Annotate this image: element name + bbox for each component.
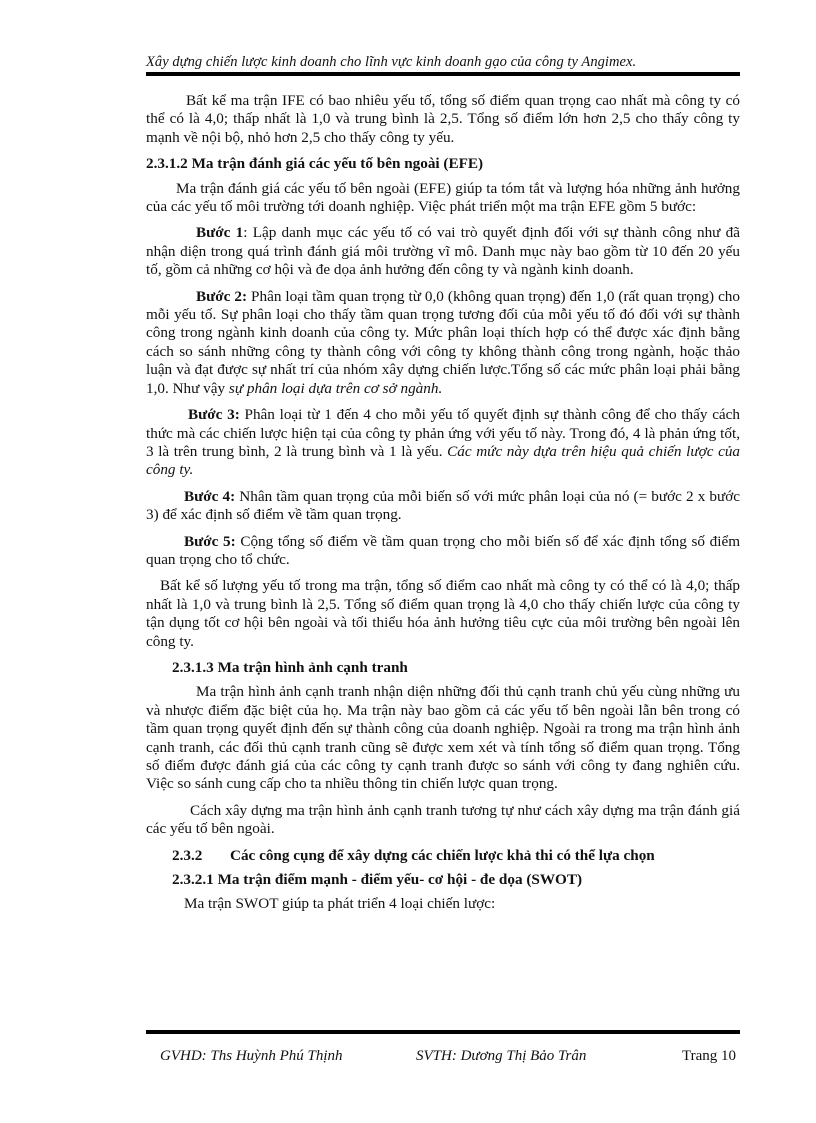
step-3-text: Phân loại từ 1 đến 4 cho mỗi yếu tố quyết định sự thành công để cho thấy cách thức mà các chiến lược hiện tại của công ty phản ứng với yếu tố này. Trong đó, 4 là phản ứng tốt, 3 là trên trung bình, 2 là trung bình và 1 là yếu.	[146, 406, 741, 460]
step-1-label: Bước 1	[196, 224, 244, 242]
paragraph-cpm-2: Cách xây dựng ma trận hình ảnh cạnh tranh tương tự như cách xây dựng ma trận đánh giá các yếu tố bên ngoài.	[146, 801, 740, 838]
paragraph-ife-summary: Bất kể ma trận IFE có bao nhiêu yếu tố, tổng số điểm quan trọng cao nhất mà công ty có thể có là 4,0; thấp nhất là 1,0 và trung bình là 2,5. Tổng số điểm lớn hơn 2,5 cho thấy công ty mạnh về nội bộ, nhỏ hơn 2,5 cho thấy công ty yếu.	[146, 92, 740, 146]
heading-232-text: Các công cụng để xây dựng các chiến lược khả thi có thể lựa chọn	[230, 846, 655, 864]
paragraph-swot: Ma trận SWOT giúp ta phát triển 4 loại chiến lược:	[184, 895, 496, 913]
step-3-italic: Các mức này dựa trên hiệu quả chiến lược của công ty.	[146, 442, 741, 479]
step-4-label: Bước 4:	[184, 487, 236, 505]
running-header: Xây dựng chiến lược kinh doanh cho lĩnh vực kinh doanh gạo của công ty Angimex.	[146, 54, 637, 70]
step-2-text: Phân loại tầm quan trọng từ 0,0 (không quan trọng) đến 1,0 (rất quan trọng) cho mỗi yếu tố. Sự phân loại cho thấy tầm quan trọng tương đối của mỗi yếu tố đó đối với sự thành công trong ngành kinh doanh của công ty. Mức phân loại thích hợp có thể được xác định bằng cách so sánh những công ty thành công với công ty không thành công trong ngành, hoặc thảo luận và đạt được sự nhất trí của nhóm xây dựng chiến lược.Tổng số các mức phân loại phải bằng 1,0. Như vậy	[146, 287, 740, 397]
step-5-label: Bước 5:	[184, 532, 236, 550]
page-number: Trang 10	[681, 1048, 736, 1064]
paragraph-efe-summary: Bất kể số lượng yếu tố trong ma trận, tổng số điểm cao nhất mà công ty có thể có là 4,0; thấp nhất là 1,0 và trung bình là 2,5. Tổng số điểm quan trọng là 4,0 cho thấy chiến lược của công ty tận dụng tốt cơ hội bên ngoài và tối thiểu hóa ảnh hưởng tiêu cực của môi trường bên ngoài lên công ty.	[146, 577, 740, 650]
heading-cpm: 2.3.1.3 Ma trận hình ảnh cạnh tranh	[172, 658, 408, 676]
paragraph-step-4	[146, 488, 740, 525]
heading-swot: 2.3.2.1 Ma trận điểm mạnh - điểm yếu- cơ hội - đe dọa (SWOT)	[172, 871, 583, 889]
step-4-text: Nhân tầm quan trọng của mỗi biến số với mức phân loại của nó (= bước 2 x bước 3) để xác định số điểm về tầm quan trọng.	[146, 487, 740, 524]
paragraph-step-2	[146, 288, 740, 398]
footer-advisor: GVHD: Ths Huỳnh Phú Thịnh	[160, 1048, 343, 1064]
heading-efe: 2.3.1.2 Ma trận đánh giá các yếu tố bên ngoài (EFE)	[146, 155, 484, 173]
step-1-text: : Lập danh mục các yếu tố có vai trò quyết định đối với sự thành công như đã nhận diện trong quá trình đánh giá môi trường vĩ mô. Danh mục này bao gồm từ 10 đến 20 yếu tố, gồm cả những cơ hội và đe dọa ảnh hưởng đến công ty và ngành kinh doanh.	[146, 224, 740, 279]
paragraph-step-3	[146, 406, 740, 480]
paragraph-step-5	[146, 533, 740, 570]
paragraph-cpm-1: Ma trận hình ảnh cạnh tranh nhận diện những đối thủ cạnh tranh chủ yếu cùng những ưu và nhược điểm đặc biệt của họ. Ma trận này bao gồm cả các yếu tố bên ngoài lẫn bên trong có tầm quan trọng quyết định đến sự thành công của doanh nghiệp. Ngoài ra trong ma trận hình ảnh cạnh tranh, các đối thủ cạnh tranh cũng sẽ được xem xét và tính tổng số điểm quan trọng. Tổng số điểm được đánh giá của các công ty cạnh tranh được so sánh với công ty đang nghiên cứu. Việc so sánh cung cấp cho ta nhiều thông tin chiến lược quan trọng.	[146, 683, 740, 793]
page-body	[146, 92, 740, 922]
heading-232-number: 2.3.2	[172, 846, 203, 864]
step-2-label: Bước 2:	[196, 287, 248, 305]
footer-divider	[146, 1030, 740, 1034]
step-2-italic: sự phân loại dựa trên cơ sở ngành.	[228, 379, 443, 397]
paragraph-step-1	[146, 224, 740, 279]
footer-student: SVTH: Dương Thị Bảo Trân	[416, 1048, 587, 1064]
heading-232	[146, 847, 740, 865]
paragraph-efe-intro: Ma trận đánh giá các yếu tố bên ngoài (EFE) giúp ta tóm tắt và lượng hóa những ảnh hưởng của các yếu tố môi trường tới doanh nghiệp. Việc phát triển một ma trận EFE gồm 5 bước:	[146, 179, 740, 216]
step-5-text: Cộng tổng số điểm về tầm quan trọng cho mỗi biến số để xác định tổng số điểm quan trọng cho tổ chức.	[146, 532, 741, 568]
header-divider	[146, 72, 740, 76]
step-3-label: Bước 3:	[188, 406, 240, 424]
